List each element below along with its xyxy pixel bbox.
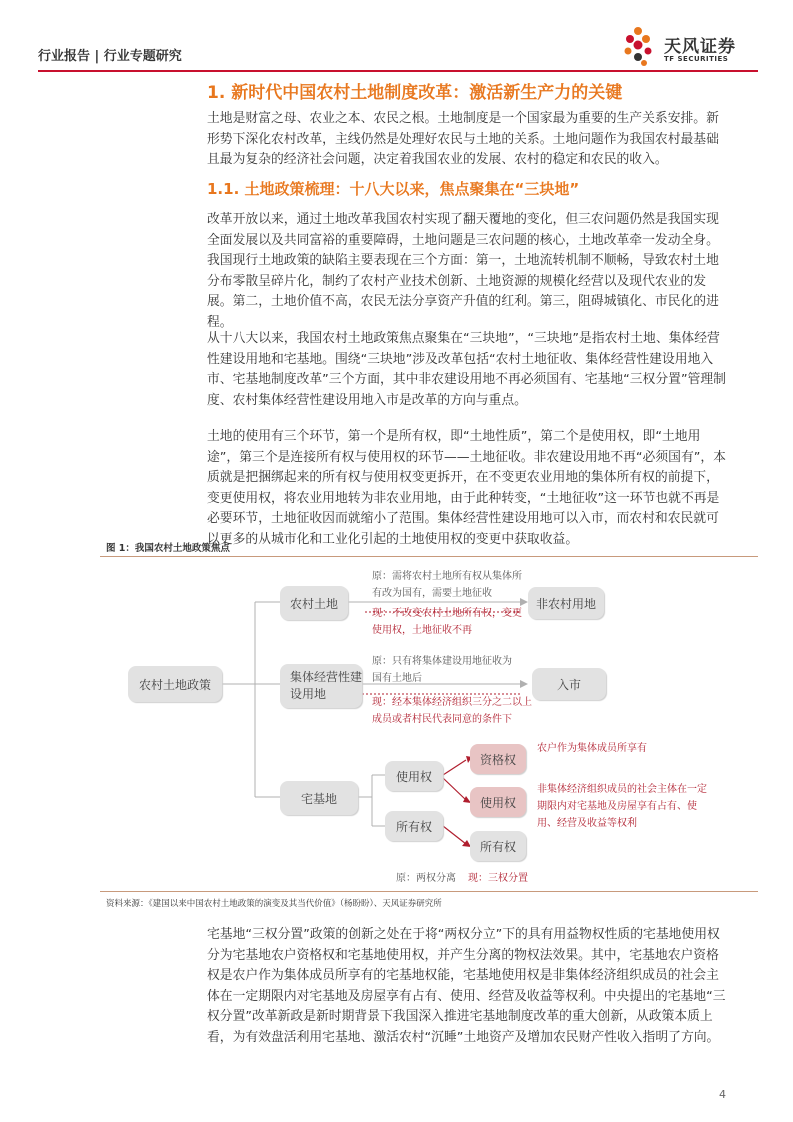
node-homestead-use-right: 使用权: [470, 787, 526, 817]
node-rural-land: 农村土地: [280, 586, 348, 620]
section-1-title: 1. 新时代中国农村土地制度改革：激活新生产力的关键: [207, 83, 623, 103]
node-use-right: 使用权: [385, 761, 443, 791]
node-homestead-ownership: 所有权: [470, 831, 526, 861]
figure-source: 资料来源：《建国以来中国农村土地政策的演变及其当代价值》（杨盼盼）、天风证券研究所: [106, 899, 442, 909]
label-old-two-rights: 原：两权分离: [396, 873, 456, 884]
note-qualification-right: 农户作为集体成员所享有: [537, 743, 647, 754]
node-non-rural-land: 非农村用地: [528, 587, 604, 619]
section-1-1-title: 1.1. 土地政策梳理：十八大以来，焦点聚集在“三块地”: [207, 180, 580, 198]
note-rural-land-old: 原：需将农村土地所有权从集体所有改为国有，需要土地征收: [372, 571, 522, 599]
note-use-right: 非集体经济组织成员的社会主体在一定期限内对宅基地及房屋享有占有、使用、经营及收益等权利: [537, 784, 707, 829]
root-node: 农村土地政策: [128, 666, 222, 702]
figure-title: 图 1：我国农村土地政策焦点: [106, 543, 230, 554]
note-collective-new: 现：经本集体经济组织三分之二以上成员或者村民代表同意的条件下: [372, 697, 532, 725]
note-collective-old: 原：只有将集体建设用地征收为国有土地后: [372, 656, 512, 684]
figure-bottom-rule: [100, 891, 758, 892]
label-new-three-rights: 现：三权分置: [468, 873, 528, 884]
paragraph-three-lands: 从十八大以来，我国农村土地政策焦点聚集在“三块地”，“三块地”是指农村土地、集体经营性建设用地和宅基地。围绕“三块地”涉及改革包括“农村土地征收、集体经营性建设用地入市、宅基地制度改革”三个方面，其中非农建设用地不再必须国有、宅基地“三权分置”管理制度、农村集体经营性建设用地入市是改革的方向与重点。: [207, 331, 726, 408]
paragraph-homestead-three-rights: 宅基地“三权分置”政策的创新之处在于将“两权分立”下的具有用益物权性质的宅基地使用权分为宅基地农户资格权和宅基地使用权，并产生分离的物权法效果。其中，宅基地农户资格权是农户作为集体成员所享有的宅基地权能，宅基地使用权是非集体经济组织成员的社会主体在一定期限内对宅基地及房屋享有占有、使用、经营及收益等权利。中央提出的宅基地“三权分置”改革新政是新时期背景下我国深入推进宅基地制度改革的重大创新，从政策本质上看，为有效盘活利用宅基地、激活农村“沉睡”土地资产及增加农民财产性收入指明了方向。: [207, 927, 726, 1045]
brand-name-cn: 天风证券: [664, 37, 736, 57]
node-homestead: 宅基地: [280, 781, 358, 815]
node-collective-construction-land: 集体经营性建设用地: [280, 664, 362, 708]
page-number: 4: [719, 1088, 726, 1101]
brand-name-en: TF SECURITIES: [664, 55, 729, 63]
note-rural-land-new: 现：不改变农村土地所有权，变更使用权，土地征收不再: [372, 608, 522, 636]
paragraph-land-use-stages: 土地的使用有三个环节，第一个是所有权，即“土地性质”，第二个是使用权，即“土地用途”，第三个是连接所有权与使用权的环节——土地征收。非农建设用地不再“必须国有”，本质就是把捆绑起来的所有权与使用权变更拆开，在不变更农业用地的集体所有权的前提下，变更使用权，将农业用地转为非农业用地，由于此种转变，“土地征收”这一环节也就不再是必要环节，土地征收因而就缩小了范围。集体经营性建设用地可以入市，而农村和农民就可以更多的从城市化和工业化引起的土地使用权的变更中获取收益。: [207, 429, 726, 547]
node-market-entry: 入市: [532, 668, 606, 700]
node-ownership: 所有权: [385, 811, 443, 841]
paragraph-reform-background: 改革开放以来，通过土地改革我国农村实现了翻天覆地的变化，但三农问题仍然是我国实现全面发展以及共同富裕的重要障碍，土地问题是三农问题的核心，土地改革牵一发动全身。我国现行土地政策的缺陷主要表现在三个方面：第一，土地流转机制不顺畅，导致农村土地分布零散呈碎片化，制约了农村产业技术创新、土地资源的规模化经营以及现代农业的发展。第二，土地价值不高，农民无法分享资产升值的红利。第三，阻碍城镇化、市民化的进程。: [207, 212, 719, 330]
node-qualification-right: 资格权: [470, 744, 526, 774]
report-category: 行业报告 | 行业专题研究: [38, 49, 182, 64]
section-1-paragraph: 土地是财富之母、农业之本、农民之根。土地制度是一个国家最为重要的生产关系安排。新形势下深化农村改革，主线仍然是处理好农民与土地的关系。土地问题作为我国农村最基础且最为复杂的经济社会问题，决定着我国农业的发展、农村的稳定和农民的收入。: [207, 111, 719, 168]
